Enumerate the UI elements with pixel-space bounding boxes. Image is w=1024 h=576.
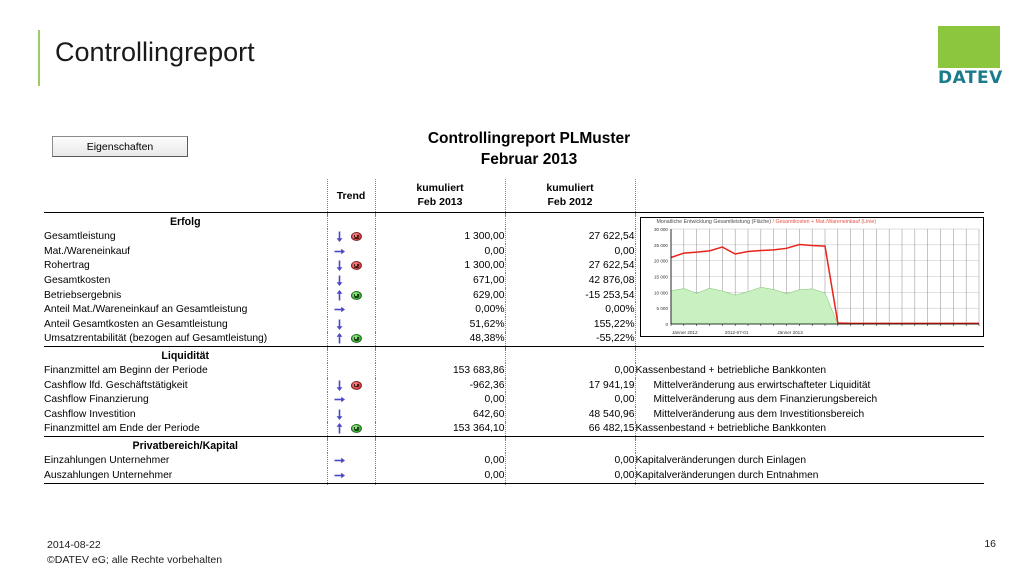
row-current-value: 0,00 [375, 244, 505, 259]
sentiment-green-icon [351, 424, 362, 433]
trend-down-icon [334, 275, 345, 286]
row-previous-value: 0,00 [505, 363, 635, 378]
row-label: Cashflow Investition [44, 408, 136, 420]
page-title: Controllingreport [55, 37, 255, 67]
row-previous-value: 0,00% [505, 302, 635, 317]
row-previous-value: 17 941,19 [505, 378, 635, 393]
row-note: Mittelveränderung aus dem Finanzierungsbereich [653, 394, 878, 406]
logo-wordmark: DATEV [938, 68, 1003, 88]
row-trend [327, 317, 375, 332]
section-header-row [44, 349, 984, 364]
row-trend [327, 229, 375, 244]
row-label: Einzahlungen Unternehmer [44, 455, 170, 467]
row-current-value: 1 300,00 [375, 259, 505, 274]
svg-text:30 000: 30 000 [653, 226, 668, 232]
report-title-line2: Februar 2013 [480, 150, 578, 168]
row-label: Mat./Wareneinkauf [44, 245, 131, 257]
col-header-previous [505, 179, 635, 213]
footer-date-text: 2014-08-22 [47, 539, 101, 551]
table-row [44, 363, 984, 378]
row-previous-value: 0,00 [505, 392, 635, 407]
row-current-value: 0,00 [375, 468, 505, 483]
trend-right-icon [334, 455, 345, 466]
col-header-chart [635, 179, 984, 213]
table-row [44, 407, 984, 422]
col-header-current-l1: kumuliert [416, 182, 464, 195]
table-row [44, 378, 984, 393]
section-header-row [44, 439, 984, 454]
row-current-value: 1 300,00 [375, 229, 505, 244]
report-table [44, 179, 984, 485]
trend-right-icon [334, 246, 345, 257]
row-trend [327, 363, 375, 378]
row-previous-value: 0,00 [505, 453, 635, 468]
trend-down-icon [334, 380, 345, 391]
sentiment-green-icon [351, 334, 362, 343]
row-label: Gesamtkosten [44, 275, 111, 287]
row-current-value: 0,00 [375, 453, 505, 468]
svg-text:Jänner 2012: Jänner 2012 [671, 329, 698, 335]
trend-up-icon [334, 333, 345, 344]
trend-down-icon [334, 260, 345, 271]
row-current-value: 153 364,10 [375, 422, 505, 437]
row-current-value: 48,38% [375, 332, 505, 347]
svg-text:5 000: 5 000 [656, 306, 668, 312]
title-accent-bar [38, 30, 40, 86]
row-note: Kapitalveränderungen durch Entnahmen [635, 469, 819, 481]
row-current-value: 51,62% [375, 317, 505, 332]
row-note: Kassenbestand + betriebliche Bankkonten [635, 365, 827, 377]
row-previous-value: 155,22% [505, 317, 635, 332]
col-header-label [44, 179, 327, 213]
row-label: Auszahlungen Unternehmer [44, 469, 173, 481]
row-trend [327, 259, 375, 274]
row-trend [327, 407, 375, 422]
row-previous-value: 27 622,54 [505, 259, 635, 274]
table-row [44, 422, 984, 437]
svg-text:25 000: 25 000 [653, 242, 668, 248]
row-previous-value: 0,00 [505, 244, 635, 259]
report-title-line1: Controllingreport PLMuster [427, 130, 631, 147]
col-header-previous-l2: Feb 2012 [547, 195, 593, 208]
row-note: Mittelveränderung aus dem Investitionsbereich [653, 408, 865, 420]
section-heading: Liquidität [161, 349, 210, 362]
trend-down-icon [334, 319, 345, 330]
svg-text:0: 0 [664, 321, 668, 327]
col-header-current [375, 179, 505, 213]
row-trend [327, 453, 375, 468]
row-current-value: 629,00 [375, 288, 505, 303]
row-previous-value: 42 876,08 [505, 273, 635, 288]
trend-right-icon [334, 304, 345, 315]
table-header [44, 179, 984, 213]
row-label: Betriebsergebnis [44, 289, 122, 301]
chart-cell [635, 215, 984, 347]
row-note: Mittelveränderung aus erwirtschafteter Liquidität [653, 379, 871, 391]
row-note: Kassenbestand + betriebliche Bankkonten [635, 423, 827, 435]
row-current-value: 0,00 [375, 392, 505, 407]
chart-title-red: / Gesamtkosten + Mat./Wareneinkauf (Linie) [772, 218, 877, 225]
page-number: 16 [984, 538, 996, 550]
row-current-value: 153 683,86 [375, 363, 505, 378]
row-label: Cashflow Finanzierung [44, 394, 149, 406]
col-header-trend: Trend [327, 179, 375, 213]
row-trend [327, 302, 375, 317]
svg-text:Jänner 2013: Jänner 2013 [776, 329, 803, 335]
trend-right-icon [334, 470, 345, 481]
row-trend [327, 468, 375, 483]
trend-down-icon [334, 409, 345, 420]
row-previous-value: 27 622,54 [505, 229, 635, 244]
svg-text:10 000: 10 000 [653, 290, 668, 296]
row-label: Finanzmittel am Ende der Periode [44, 423, 200, 435]
section-heading: Erfolg [169, 216, 201, 229]
trend-down-icon [334, 231, 345, 242]
footer-meta [47, 538, 222, 568]
row-trend [327, 392, 375, 407]
table-row [44, 453, 984, 468]
col-header-current-l2: Feb 2013 [417, 195, 463, 208]
sentiment-red-icon [351, 232, 362, 241]
trend-up-icon [334, 423, 345, 434]
row-previous-value: 48 540,96 [505, 407, 635, 422]
section-heading: Privatbereich/Kapital [132, 440, 238, 453]
monthly-development-chart [640, 217, 984, 337]
row-label: Cashflow lfd. Geschäftstätigkeit [44, 379, 188, 391]
sentiment-red-icon [351, 381, 362, 390]
table-body [44, 213, 984, 485]
table-row [44, 468, 984, 483]
row-trend [327, 288, 375, 303]
col-header-previous-l1: kumuliert [546, 182, 594, 195]
datev-logo [938, 26, 1003, 88]
trend-up-icon [334, 290, 345, 301]
controlling-report [44, 128, 984, 485]
row-trend [327, 378, 375, 393]
row-label: Umsatzrentabilität (bezogen auf Gesamtleistung) [44, 333, 268, 345]
table-row [44, 392, 984, 407]
row-trend [327, 332, 375, 347]
row-trend [327, 422, 375, 437]
row-current-value: -962,36 [375, 378, 505, 393]
row-trend [327, 273, 375, 288]
trend-right-icon [334, 394, 345, 405]
logo-square-icon [938, 26, 1000, 68]
row-trend [327, 244, 375, 259]
row-previous-value: 0,00 [505, 468, 635, 483]
row-current-value: 642,60 [375, 407, 505, 422]
row-previous-value: -55,22% [505, 332, 635, 347]
row-current-value: 671,00 [375, 273, 505, 288]
row-current-value: 0,00% [375, 302, 505, 317]
svg-text:2012-07-01: 2012-07-01 [724, 329, 748, 335]
row-label: Rohertrag [44, 260, 90, 272]
chart-svg [641, 218, 985, 338]
row-label: Anteil Mat./Wareneinkauf an Gesamtleistung [44, 304, 248, 316]
row-label: Anteil Gesamtkosten an Gesamtleistung [44, 318, 228, 330]
section-header-row [44, 215, 984, 230]
svg-text:15 000: 15 000 [653, 274, 668, 280]
sentiment-green-icon [351, 291, 362, 300]
row-previous-value: -15 253,54 [505, 288, 635, 303]
row-label: Gesamtleistung [44, 231, 116, 243]
sentiment-red-icon [351, 261, 362, 270]
chart-title-black: Monatliche Entwicklung Gesamtleistung (Fläche) [656, 218, 772, 225]
eigenschaften-button[interactable]: Eigenschaften [52, 136, 188, 157]
svg-text:20 000: 20 000 [653, 258, 668, 264]
row-previous-value: 66 482,15 [505, 422, 635, 437]
footer-copyright: ©DATEV eG; alle Rechte vorbehalten [47, 554, 223, 567]
row-note: Kapitalveränderungen durch Einlagen [635, 455, 806, 467]
row-label: Finanzmittel am Beginn der Periode [44, 365, 208, 377]
